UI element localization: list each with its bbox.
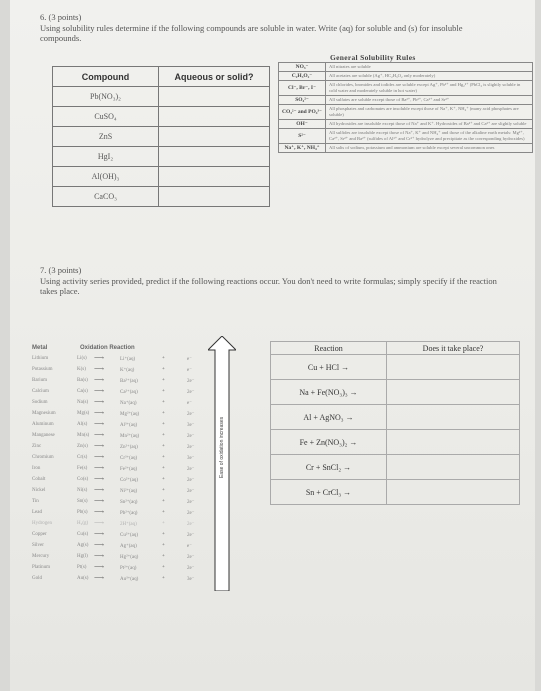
plus-sign: + bbox=[162, 356, 165, 361]
activity-series-row bbox=[32, 576, 217, 587]
compound-row bbox=[53, 187, 270, 207]
solubility-rule-row bbox=[279, 63, 533, 72]
metal-ion: Hg²⁺(aq) bbox=[120, 555, 139, 560]
metal-atom: Hg(l) bbox=[77, 554, 88, 559]
metal-atom: Mn(s) bbox=[77, 433, 90, 438]
activity-series-row bbox=[32, 510, 217, 521]
reaction-arrow-icon: ⟶ bbox=[94, 387, 105, 395]
reaction-arrow-icon: ⟶ bbox=[94, 508, 105, 516]
plus-sign: + bbox=[162, 521, 165, 526]
solubility-rule-row bbox=[279, 72, 533, 81]
compound-formula: Al(OH)₃ bbox=[53, 167, 159, 187]
rule-text: All phosphates and carbonates are insoluble except those of Na⁺, K⁺, NH₄⁺ (many acid phosphates are soluble) bbox=[326, 105, 533, 120]
reaction-table-header bbox=[271, 342, 520, 355]
rule-text: All acetates are soluble (Ag⁺, HC₂H₃O₂ only moderately) bbox=[326, 72, 533, 81]
rule-text: All hydroxides are insoluble except those of Na⁺ and K⁺. Hydroxides of Ba²⁺ and Ca²⁺ are slightly soluble bbox=[326, 120, 533, 129]
metal-ion: Mn²⁺(aq) bbox=[120, 434, 140, 439]
reaction-arrow-icon: ⟶ bbox=[94, 574, 105, 582]
activity-series-row bbox=[32, 477, 217, 488]
activity-series-row bbox=[32, 367, 217, 378]
metal-name: Chromium bbox=[32, 455, 54, 460]
activity-series-row bbox=[32, 433, 217, 444]
compound-formula: HgI₂ bbox=[53, 147, 159, 167]
plus-sign: + bbox=[162, 499, 165, 504]
reaction-arrow-icon: ⟶ bbox=[94, 431, 105, 439]
plus-sign: + bbox=[162, 378, 165, 383]
reaction-arrow-icon: ⟶ bbox=[94, 552, 105, 560]
metal-ion: Mg²⁺(aq) bbox=[120, 412, 140, 417]
question-7 bbox=[40, 265, 500, 297]
reaction-arrow-icon: ⟶ bbox=[94, 519, 105, 527]
takes-place-cell[interactable] bbox=[387, 455, 520, 480]
plus-sign: + bbox=[162, 444, 165, 449]
electrons: 2e⁻ bbox=[187, 533, 195, 538]
metal-name: Tin bbox=[32, 499, 39, 504]
metal-name: Barium bbox=[32, 378, 47, 383]
reaction-arrow-icon: ⟶ bbox=[94, 398, 105, 406]
metal-atom: Mg(s) bbox=[77, 411, 90, 416]
metal-ion: Sn²⁺(aq) bbox=[120, 500, 138, 505]
compound-formula: CaCO₃ bbox=[53, 187, 159, 207]
compound-formula: CuSO₄ bbox=[53, 107, 159, 127]
electrons: 2e⁻ bbox=[187, 467, 195, 472]
electrons: 3e⁻ bbox=[187, 577, 195, 582]
takes-place-cell[interactable] bbox=[387, 480, 520, 505]
metal-ion: Al³⁺(aq) bbox=[120, 423, 138, 428]
reaction-arrow-icon: ⟶ bbox=[94, 530, 105, 538]
answer-cell[interactable] bbox=[159, 107, 270, 127]
activity-series-row bbox=[32, 356, 217, 367]
electrons: 2e⁻ bbox=[187, 500, 195, 505]
reaction-row bbox=[271, 430, 520, 455]
reaction-arrow-icon: ⟶ bbox=[94, 354, 105, 362]
electrons: 3e⁻ bbox=[187, 456, 195, 461]
rule-ion: Cl⁻, Br⁻, I⁻ bbox=[279, 81, 326, 96]
electrons: 3e⁻ bbox=[187, 423, 195, 428]
plus-sign: + bbox=[162, 576, 165, 581]
metal-ion: Ni²⁺(aq) bbox=[120, 489, 138, 494]
plus-sign: + bbox=[162, 367, 165, 372]
solubility-rule-row bbox=[279, 120, 533, 129]
metal-atom: Zn(s) bbox=[77, 444, 88, 449]
question-6-prompt: Using solubility rules determine if the following compounds are soluble in water. Write (aq) for soluble and (s) for insoluble compounds. bbox=[40, 22, 463, 43]
metal-ion: Cu²⁺(aq) bbox=[120, 533, 139, 538]
plus-sign: + bbox=[162, 455, 165, 460]
metal-atom: Na(s) bbox=[77, 400, 89, 405]
metal-ion: Co²⁺(aq) bbox=[120, 478, 139, 483]
electrons: 2e⁻ bbox=[187, 511, 195, 516]
activity-series-row bbox=[32, 411, 217, 422]
reaction-arrow-icon: ⟶ bbox=[94, 420, 105, 428]
question-7-prompt: Using activity series provided, predict if the following reactions occur. You don't need to write formulas; simply specify if the reaction takes place. bbox=[40, 275, 497, 296]
plus-sign: + bbox=[162, 433, 165, 438]
electrons: 2e⁻ bbox=[187, 566, 195, 571]
activity-series-row bbox=[32, 422, 217, 433]
answer-cell[interactable] bbox=[159, 147, 270, 167]
solubility-rule-row bbox=[279, 129, 533, 144]
compound-row bbox=[53, 107, 270, 127]
reaction-arrow-icon: ⟶ bbox=[94, 497, 105, 505]
plus-sign: + bbox=[162, 543, 165, 548]
electrons: 2e⁻ bbox=[187, 445, 195, 450]
electrons: e⁻ bbox=[187, 357, 192, 362]
electrons: 2e⁻ bbox=[187, 390, 195, 395]
plus-sign: + bbox=[162, 422, 165, 427]
reaction-equation: Cr + SnCl₂ → bbox=[271, 455, 387, 480]
question-7-number: 7. (3 points) bbox=[40, 265, 82, 275]
metal-atom: Ba(s) bbox=[77, 378, 88, 383]
rule-ion: NO₃⁻ bbox=[279, 63, 326, 72]
metal-name: Mercury bbox=[32, 554, 50, 559]
metal-name: Sodium bbox=[32, 400, 48, 405]
reaction-row bbox=[271, 480, 520, 505]
plus-sign: + bbox=[162, 477, 165, 482]
compound-table bbox=[52, 66, 270, 207]
compound-row bbox=[53, 127, 270, 147]
plus-sign: + bbox=[162, 400, 165, 405]
metal-ion: Cr³⁺(aq) bbox=[120, 456, 138, 461]
reaction-arrow-icon: ⟶ bbox=[94, 442, 105, 450]
rule-text: All sulfates are soluble except those of Ba²⁺, Pb²⁺, Ca²⁺ and Sr²⁺ bbox=[326, 96, 533, 105]
activity-series-row bbox=[32, 532, 217, 543]
metal-name: Zinc bbox=[32, 444, 42, 449]
activity-series-row bbox=[32, 488, 217, 499]
activity-series-row bbox=[32, 389, 217, 400]
rule-ion: OH⁻ bbox=[279, 120, 326, 129]
aqueous-solid-header: Aqueous or solid? bbox=[159, 67, 270, 87]
metal-name: Manganese bbox=[32, 433, 55, 438]
takes-place-cell[interactable] bbox=[387, 405, 520, 430]
answer-cell[interactable] bbox=[159, 187, 270, 207]
reaction-equation: Na + Fe(NO₃)₃ → bbox=[271, 380, 387, 405]
reaction-arrow-icon: ⟶ bbox=[94, 541, 105, 549]
activity-series-row bbox=[32, 565, 217, 576]
metal-name: Cobalt bbox=[32, 477, 46, 482]
activity-series-row bbox=[32, 455, 217, 466]
metal-atom: Pb(s) bbox=[77, 510, 88, 515]
metal-ion: 2H⁺(aq) bbox=[120, 522, 137, 527]
ease-of-oxidation-label: Ease of oxidation increases bbox=[219, 416, 225, 478]
metal-atom: Co(s) bbox=[77, 477, 89, 482]
rule-text: All sulfides are insoluble except those of Na⁺, K⁺ and NH₄⁺ and those of the alkaline earth metals: Mg²⁺, Ca²⁺, Sr²⁺ and Ba²⁺ (sulfides of Al³⁺ and Cr³⁺ hydrolyze and precipitate as the corresponding hydroxides) bbox=[326, 129, 533, 144]
metal-ion: Ca²⁺(aq) bbox=[120, 390, 138, 395]
metal-name: Nickel bbox=[32, 488, 46, 493]
metal-ion: Pb²⁺(aq) bbox=[120, 511, 138, 516]
takes-place-cell[interactable] bbox=[387, 355, 520, 380]
electrons: 2e⁻ bbox=[187, 434, 195, 439]
reaction-header: Reaction bbox=[271, 342, 387, 355]
plus-sign: + bbox=[162, 532, 165, 537]
takes-place-cell[interactable] bbox=[387, 430, 520, 455]
rule-text: All salts of sodium, potassium and ammonium are soluble except several uncommon ones bbox=[326, 144, 533, 153]
metal-name: Iron bbox=[32, 466, 41, 471]
rule-ion: SO₄²⁻ bbox=[279, 96, 326, 105]
activity-series-row bbox=[32, 543, 217, 554]
metal-ion: Ba²⁺(aq) bbox=[120, 379, 138, 384]
metal-name: Aluminum bbox=[32, 422, 54, 427]
metal-atom: Cr(s) bbox=[77, 455, 88, 460]
metal-ion: Pt²⁺(aq) bbox=[120, 566, 137, 571]
reaction-arrow-icon: ⟶ bbox=[94, 563, 105, 571]
rule-ion: C₂H₃O₂⁻ bbox=[279, 72, 326, 81]
metal-atom: Pt(s) bbox=[77, 565, 87, 570]
activity-series-row bbox=[32, 499, 217, 510]
reaction-arrow-icon: ⟶ bbox=[94, 464, 105, 472]
reaction-row bbox=[271, 405, 520, 430]
metal-name: Platinum bbox=[32, 565, 51, 570]
reaction-table bbox=[270, 341, 520, 505]
electrons: 2e⁻ bbox=[187, 489, 195, 494]
rule-text: All chlorides, bromides and iodides are soluble except Ag⁺, Pb²⁺ and Hg₂²⁺ (PbCl₂ is slightly soluble in cold water and moderately soluble in hot water) bbox=[326, 81, 533, 96]
solubility-rule-row bbox=[279, 81, 533, 96]
plus-sign: + bbox=[162, 565, 165, 570]
metal-atom: Ag(s) bbox=[77, 543, 89, 548]
compound-row bbox=[53, 147, 270, 167]
reaction-equation: Al + AgNO₃ → bbox=[271, 405, 387, 430]
plus-sign: + bbox=[162, 510, 165, 515]
metal-atom: Cu(s) bbox=[77, 532, 89, 537]
reaction-equation: Fe + Zn(NO₃)₂ → bbox=[271, 430, 387, 455]
metal-atom: Fe(s) bbox=[77, 466, 88, 471]
metal-ion: Zn²⁺(aq) bbox=[120, 445, 138, 450]
metal-name: Lead bbox=[32, 510, 42, 515]
answer-cell[interactable] bbox=[159, 87, 270, 107]
solubility-rule-row bbox=[279, 144, 533, 153]
metal-ion: Li⁺(aq) bbox=[120, 357, 136, 362]
metal-atom: K(s) bbox=[77, 367, 86, 372]
metal-name: Gold bbox=[32, 576, 42, 581]
compound-formula: ZnS bbox=[53, 127, 159, 147]
metal-ion: Fe²⁺(aq) bbox=[120, 467, 138, 472]
rule-ion: S²⁻ bbox=[279, 129, 326, 144]
reaction-arrow-icon: ⟶ bbox=[94, 376, 105, 384]
takes-place-cell[interactable] bbox=[387, 380, 520, 405]
electrons: e⁻ bbox=[187, 401, 192, 406]
metal-atom: Sn(s) bbox=[77, 499, 88, 504]
metal-name: Magnesium bbox=[32, 411, 56, 416]
plus-sign: + bbox=[162, 411, 165, 416]
takes-place-header: Does it take place? bbox=[387, 342, 520, 355]
electrons: 2e⁻ bbox=[187, 522, 195, 527]
answer-cell[interactable] bbox=[159, 167, 270, 187]
metal-ion: Au³⁺(aq) bbox=[120, 577, 139, 582]
metal-atom: Ca(s) bbox=[77, 389, 88, 394]
metal-ion: Na⁺(aq) bbox=[120, 401, 137, 406]
plus-sign: + bbox=[162, 466, 165, 471]
activity-series-row bbox=[32, 444, 217, 455]
reaction-row bbox=[271, 455, 520, 480]
solubility-rule-row bbox=[279, 96, 533, 105]
metal-ion: K⁺(aq) bbox=[120, 368, 135, 373]
question-6-number: 6. (3 points) bbox=[40, 12, 82, 22]
metal-atom: Li(s) bbox=[77, 356, 87, 361]
reaction-arrow-icon: ⟶ bbox=[94, 475, 105, 483]
compound-row bbox=[53, 87, 270, 107]
activity-series-row bbox=[32, 521, 217, 532]
metal-name: Silver bbox=[32, 543, 44, 548]
activity-series-row bbox=[32, 378, 217, 389]
compound-table-header bbox=[53, 67, 270, 87]
metal-name: Calcium bbox=[32, 389, 49, 394]
plus-sign: + bbox=[162, 488, 165, 493]
reaction-arrow-icon: ⟶ bbox=[94, 409, 105, 417]
answer-cell[interactable] bbox=[159, 127, 270, 147]
worksheet-page bbox=[10, 0, 535, 691]
rule-ion: CO₃²⁻ and PO₄³⁻ bbox=[279, 105, 326, 120]
metal-name: Copper bbox=[32, 532, 47, 537]
compound-row bbox=[53, 167, 270, 187]
metal-name: Hydrogen bbox=[32, 521, 52, 526]
solubility-rule-row bbox=[279, 105, 533, 120]
solubility-rules-table bbox=[278, 62, 533, 153]
metal-atom: Au(s) bbox=[77, 576, 89, 581]
metal-atom: Al(s) bbox=[77, 422, 88, 427]
reaction-equation: Cu + HCl → bbox=[271, 355, 387, 380]
electrons: e⁻ bbox=[187, 544, 192, 549]
metal-ion: Ag⁺(aq) bbox=[120, 544, 137, 549]
electrons: e⁻ bbox=[187, 368, 192, 373]
reaction-equation: Sn + CrCl₃ → bbox=[271, 480, 387, 505]
reaction-row bbox=[271, 380, 520, 405]
metal-name: Lithium bbox=[32, 356, 49, 361]
reaction-arrow-icon: ⟶ bbox=[94, 453, 105, 461]
electrons: 2e⁻ bbox=[187, 412, 195, 417]
solubility-rules-title: General Solubility Rules bbox=[330, 53, 416, 62]
metal-column-header: Metal bbox=[32, 345, 48, 351]
electrons: 2e⁻ bbox=[187, 555, 195, 560]
rule-text: All nitrates are soluble bbox=[326, 63, 533, 72]
activity-series-row bbox=[32, 554, 217, 565]
reaction-arrow-icon: ⟶ bbox=[94, 365, 105, 373]
compound-formula: Pb(NO₃)₂ bbox=[53, 87, 159, 107]
rule-ion: Na⁺, K⁺, NH₄⁺ bbox=[279, 144, 326, 153]
activity-series-row bbox=[32, 400, 217, 411]
plus-sign: + bbox=[162, 554, 165, 559]
oxidation-reaction-header: Oxidation Reaction bbox=[80, 345, 135, 351]
electrons: 2e⁻ bbox=[187, 379, 195, 384]
reaction-row bbox=[271, 355, 520, 380]
question-6 bbox=[40, 12, 480, 44]
plus-sign: + bbox=[162, 389, 165, 394]
activity-series-row bbox=[32, 466, 217, 477]
metal-atom: Ni(s) bbox=[77, 488, 88, 493]
metal-atom: H₂(g) bbox=[77, 521, 89, 526]
electrons: 2e⁻ bbox=[187, 478, 195, 483]
reaction-arrow-icon: ⟶ bbox=[94, 486, 105, 494]
metal-name: Potassium bbox=[32, 367, 53, 372]
compound-header: Compound bbox=[53, 67, 159, 87]
